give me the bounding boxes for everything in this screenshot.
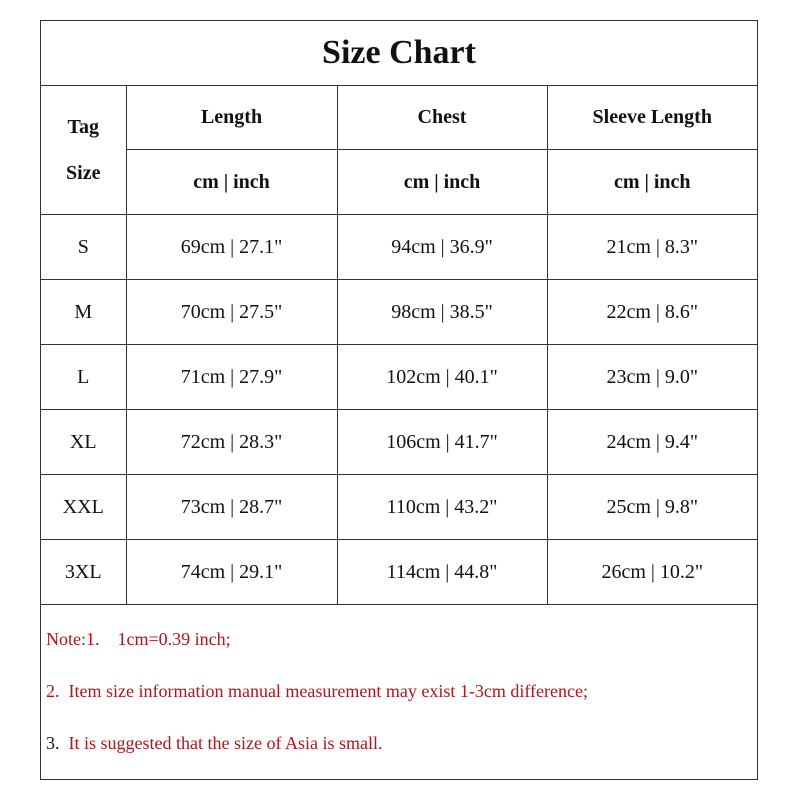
unit-row — [41, 150, 757, 215]
unit-header-sleeve-length: cm | inch — [547, 150, 757, 215]
chest-cell: 106cm | 41.7" — [337, 410, 547, 475]
size-cell: S — [41, 215, 126, 280]
size-table — [41, 85, 757, 605]
note-2: 2. Item size information manual measurement may exist 1-3cm difference; — [46, 681, 588, 701]
length-cell: 70cm | 27.5" — [126, 280, 337, 345]
table-row — [41, 345, 757, 410]
table-row — [41, 410, 757, 475]
chest-cell: 102cm | 40.1" — [337, 345, 547, 410]
length-cell: 73cm | 28.7" — [126, 475, 337, 540]
table-row — [41, 540, 757, 605]
length-cell: 72cm | 28.3" — [126, 410, 337, 475]
length-cell: 74cm | 29.1" — [126, 540, 337, 605]
chest-cell: 94cm | 36.9" — [337, 215, 547, 280]
size-cell: L — [41, 345, 126, 410]
size-cell: M — [41, 280, 126, 345]
size-cell: XL — [41, 410, 126, 475]
chest-cell: 98cm | 38.5" — [337, 280, 547, 345]
sleeve-cell: 21cm | 8.3" — [547, 215, 757, 280]
sleeve-cell: 24cm | 9.4" — [547, 410, 757, 475]
table-row — [41, 215, 757, 280]
sleeve-cell: 25cm | 9.8" — [547, 475, 757, 540]
column-header-length: Length — [126, 85, 337, 150]
sleeve-cell: 22cm | 8.6" — [547, 280, 757, 345]
unit-header-length: cm | inch — [126, 150, 337, 215]
chest-cell: 110cm | 43.2" — [337, 475, 547, 540]
size-cell: 3XL — [41, 540, 126, 605]
tag-size-header — [41, 85, 126, 215]
header-row — [41, 85, 757, 150]
size-cell: XXL — [41, 475, 126, 540]
note-1: Note:1. 1cm=0.39 inch; — [46, 629, 231, 649]
length-cell: 71cm | 27.9" — [126, 345, 337, 410]
column-header-chest: Chest — [337, 85, 547, 150]
sleeve-cell: 26cm | 10.2" — [547, 540, 757, 605]
column-header-sleeve-length: Sleeve Length — [547, 85, 757, 150]
chest-cell: 114cm | 44.8" — [337, 540, 547, 605]
note-3-number: 3. — [46, 733, 60, 753]
sleeve-cell: 23cm | 9.0" — [547, 345, 757, 410]
table-row — [41, 280, 757, 345]
unit-header-chest: cm | inch — [337, 150, 547, 215]
tag-size-label-line1: Tag — [67, 115, 99, 138]
chart-title: Size Chart — [41, 21, 757, 86]
note-3-text: It is suggested that the size of Asia is small. — [59, 733, 383, 753]
size-chart — [40, 20, 758, 780]
table-row — [41, 475, 757, 540]
note-3 — [46, 733, 382, 754]
length-cell: 69cm | 27.1" — [126, 215, 337, 280]
tag-size-label-line2: Size — [66, 161, 101, 184]
